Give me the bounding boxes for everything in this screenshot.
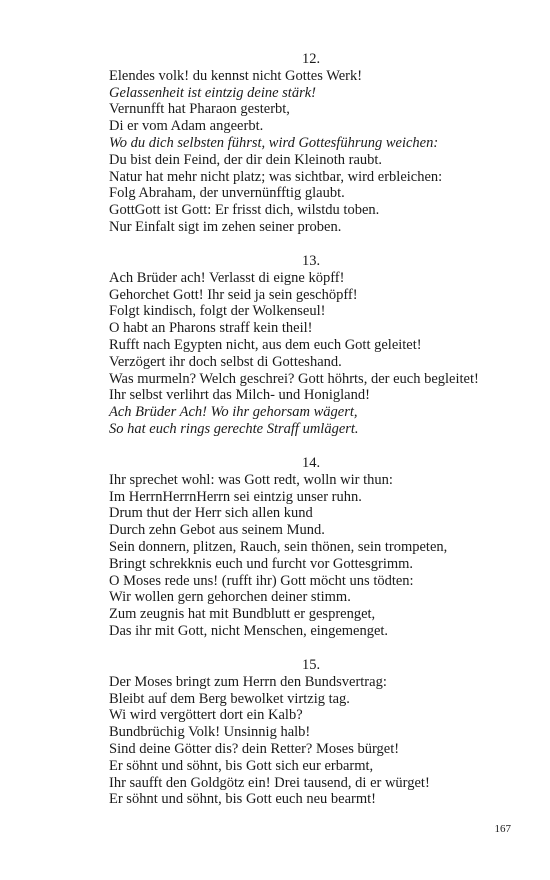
page-number: 167 (494, 823, 511, 835)
stanza-number: 13. (301, 253, 321, 269)
stanza-15 (109, 657, 529, 808)
verse-line: Er söhnt und söhnt, bis Gott sich eur erbarmt, (109, 757, 374, 774)
verse-line: Verzögert ihr doch selbst di Gotteshand. (109, 353, 342, 370)
verse-line: Elendes volk! du kennst nicht Gottes Werk! (109, 67, 363, 84)
stanza-number: 14. (301, 455, 321, 471)
verse-line: O habt an Pharons straff kein theil! (109, 320, 313, 337)
verse-line: Ach Brüder Ach! Wo ihr gehorsam wägert, (109, 404, 358, 421)
verse-line: O Moses rede uns! (rufft ihr) Gott möcht uns tödten: (109, 572, 414, 589)
verse-line: So hat euch rings gerechte Straff umlägert. (109, 420, 359, 437)
verse-line: Was murmeln? Welch geschrei? Gott höhrts, der euch begleitet! (109, 370, 479, 387)
verse-line: Ihr selbst verlihrt das Milch- und Honigland! (109, 387, 370, 404)
verse-line: Bringt schrekknis euch und furcht vor Gottesgrimm. (109, 555, 414, 572)
verse-line: Gehorchet Gott! Ihr seid ja sein geschöpff! (109, 286, 358, 303)
verse-line: Durch zehn Gebot aus seinem Mund. (109, 522, 325, 539)
verse-line: Wo du dich selbsten führst, wird Gottesführung weichen: (109, 134, 439, 151)
verse-line: Folg Abraham, der unvernünfftig glaubt. (109, 185, 345, 202)
verse-line: GottGott ist Gott: Er frisst dich, wilstdu toben. (109, 202, 380, 219)
verse-line: Du bist dein Feind, der dir dein Kleinoth raubt. (109, 151, 383, 168)
verse-line: Das ihr mit Gott, nicht Menschen, eingemenget. (109, 622, 389, 639)
verse-line: Folgt kindisch, folgt der Wolkenseul! (109, 303, 326, 320)
verse-line: Sind deine Götter dis? dein Retter? Moses bürget! (109, 740, 400, 757)
stanza-13 (109, 253, 529, 438)
verse-line: Drum thut der Herr sich allen kund (109, 505, 313, 522)
verse-line: Wi wird vergöttert dort ein Kalb? (109, 707, 303, 724)
verse-line: Ihr saufft den Goldgötz ein! Drei tausend, di er würget! (109, 774, 430, 791)
verse-line: Bleibt auf dem Berg bewolket virtzig tag. (109, 690, 350, 707)
verse-line: Ach Brüder ach! Verlasst di eigne köpff! (109, 269, 345, 286)
verse-line: Rufft nach Egypten nicht, aus dem euch Gott geleitet! (109, 336, 422, 353)
stanza-number: 12. (301, 51, 321, 67)
verse-line: Zum zeugnis hat mit Bundblutt er gesprenget, (109, 606, 376, 623)
verse-line: Di er vom Adam angeerbt. (109, 118, 264, 135)
verse-line: Nur Einfalt sigt im zehen seiner proben. (109, 218, 342, 235)
verse-line: Natur hat mehr nicht platz; was sichtbar, wird erbleichen: (109, 168, 443, 185)
verse-line: Im HerrnHerrnHerrn sei eintzig unser ruhn. (109, 488, 362, 505)
verse-line: Wir wollen gern gehorchen deiner stimm. (109, 589, 351, 606)
stanza-number: 15. (301, 657, 321, 673)
verse-line: Der Moses bringt zum Herrn den Bundsvertrag: (109, 673, 387, 690)
verse-line: Sein donnern, plitzen, Rauch, sein thönen, sein trompeten, (109, 538, 448, 555)
verse-line: Gelassenheit ist eintzig deine stärk! (109, 84, 316, 101)
verse-line: Er söhnt und söhnt, bis Gott euch neu bearmt! (109, 791, 376, 808)
verse-line: Vernunfft hat Pharaon gesterbt, (109, 101, 290, 118)
stanza-12 (109, 51, 529, 236)
verse-line: Bundbrüchig Volk! Unsinnig halb! (109, 724, 311, 741)
stanza-14 (109, 455, 529, 640)
verse-line: Ihr sprechet wohl: was Gott redt, wolln wir thun: (109, 471, 393, 488)
